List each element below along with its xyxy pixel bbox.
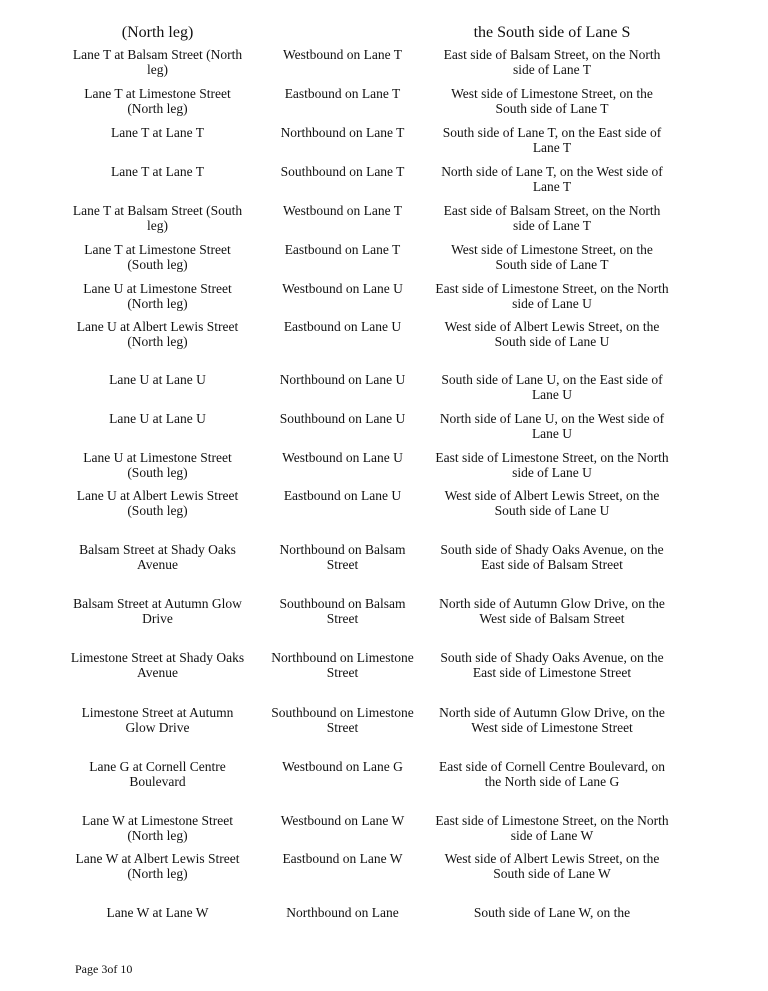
side-cell: North side of Autumn Glow Drive, on the West side of Limestone Street — [439, 705, 665, 735]
table-row — [70, 164, 670, 204]
side-cell: South side of Shady Oaks Avenue, on the East side of Balsam Street — [440, 542, 664, 572]
page-number: Page 3of 10 — [75, 962, 133, 976]
direction-cell: Northbound on Balsam Street — [279, 542, 406, 572]
direction-cell: Westbound on Lane G — [282, 759, 403, 774]
location-cell: Lane T at Balsam Street (North leg) — [72, 47, 243, 77]
direction-cell: Eastbound on Lane W — [282, 851, 403, 866]
location-cell: Lane U at Lane U — [109, 372, 206, 387]
table-row — [70, 125, 670, 165]
location-cell: Lane U at Limestone Street (South leg) — [83, 450, 232, 480]
side-cell: West side of Limestone Street, on the South side of Lane T — [451, 86, 653, 116]
direction-cell: Westbound on Lane U — [282, 450, 403, 465]
table-row — [70, 450, 670, 490]
table-row — [70, 705, 670, 745]
location-cell: Lane U at Limestone Street (North leg) — [83, 281, 232, 311]
direction-cell: Northbound on Lane — [286, 905, 399, 920]
location-cell: Lane T at Balsam Street (South leg) — [72, 203, 243, 233]
table-row — [70, 411, 670, 451]
table-row — [70, 319, 670, 359]
side-cell: North side of Autumn Glow Drive, on the West side of Balsam Street — [439, 596, 665, 626]
direction-cell: Southbound on Limestone Street — [271, 705, 414, 735]
direction-cell: Westbound on Lane T — [282, 203, 402, 218]
location-cell: Lane U at Lane U — [109, 411, 206, 426]
location-cell: Lane T at Limestone Street (North leg) — [84, 86, 231, 116]
side-cell: East side of Cornell Centre Boulevard, on the North side of Lane G — [438, 759, 666, 789]
direction-cell: Westbound on Lane W — [280, 813, 405, 828]
side-cell: North side of Lane U, on the West side of Lane U — [439, 411, 665, 441]
side-cell: West side of Albert Lewis Street, on the South side of Lane U — [444, 488, 660, 518]
table-row — [70, 281, 670, 321]
location-cell: Lane T at Lane T — [111, 125, 204, 140]
location-cell: Lane T at Limestone Street (South leg) — [84, 242, 231, 272]
side-cell: South side of Lane T, on the East side of Lane T — [442, 125, 662, 155]
side-cell: East side of Limestone Street, on the North side of Lane W — [435, 813, 669, 843]
location-cell: Lane W at Limestone Street (North leg) — [82, 813, 233, 843]
table-row — [70, 759, 670, 799]
side-cell: West side of Albert Lewis Street, on the South side of Lane W — [444, 851, 660, 881]
direction-cell: Westbound on Lane T — [282, 47, 402, 62]
location-cell: Limestone Street at Shady Oaks Avenue — [70, 650, 245, 680]
direction-cell: Northbound on Lane T — [280, 125, 405, 140]
location-cell: Lane W at Lane W — [106, 905, 209, 920]
table-row — [70, 203, 670, 243]
direction-cell: Southbound on Lane T — [280, 164, 405, 179]
side-cell: East side of Balsam Street, on the North side of Lane T — [443, 203, 661, 233]
location-cell: Lane U at Albert Lewis Street (North leg) — [76, 319, 239, 349]
direction-cell: Northbound on Lane U — [279, 372, 406, 387]
direction-cell: Southbound on Lane U — [279, 411, 406, 426]
header-location: (North leg) — [121, 24, 194, 41]
side-cell: South side of Shady Oaks Avenue, on the East side of Limestone Street — [440, 650, 664, 680]
table-row — [70, 596, 670, 636]
side-cell: East side of Limestone Street, on the North side of Lane U — [435, 450, 669, 480]
direction-cell: Westbound on Lane U — [282, 281, 403, 296]
location-cell: Lane G at Cornell Centre Boulevard — [89, 759, 226, 789]
location-cell: Limestone Street at Autumn Glow Drive — [81, 705, 234, 735]
side-cell: North side of Lane T, on the West side of Lane T — [441, 164, 663, 194]
table-row — [70, 905, 670, 945]
side-cell: West side of Limestone Street, on the South side of Lane T — [451, 242, 653, 272]
direction-cell: Eastbound on Lane T — [284, 86, 401, 101]
direction-cell: Eastbound on Lane U — [283, 488, 402, 503]
location-cell: Balsam Street at Shady Oaks Avenue — [79, 542, 236, 572]
header-side: the South side of Lane S — [473, 24, 631, 41]
table-row — [70, 650, 670, 690]
table-row — [70, 47, 670, 87]
direction-cell: Southbound on Balsam Street — [279, 596, 406, 626]
location-cell: Lane W at Albert Lewis Street (North leg) — [75, 851, 240, 881]
side-cell: South side of Lane W, on the — [473, 905, 631, 920]
table-row — [70, 813, 670, 853]
side-cell: East side of Balsam Street, on the North side of Lane T — [443, 47, 661, 77]
table-row — [70, 488, 670, 528]
table-row — [70, 372, 670, 412]
table-row — [70, 851, 670, 891]
direction-cell: Eastbound on Lane T — [284, 242, 401, 257]
location-cell: Lane U at Albert Lewis Street (South leg) — [76, 488, 239, 518]
location-cell: Lane T at Lane T — [111, 164, 204, 179]
direction-cell: Northbound on Limestone Street — [271, 650, 414, 680]
direction-cell: Eastbound on Lane U — [283, 319, 402, 334]
location-cell: Balsam Street at Autumn Glow Drive — [73, 596, 242, 626]
table-row — [70, 542, 670, 582]
table-row — [70, 242, 670, 282]
side-cell: West side of Albert Lewis Street, on the South side of Lane U — [444, 319, 660, 349]
side-cell: South side of Lane U, on the East side of Lane U — [441, 372, 663, 402]
side-cell: East side of Limestone Street, on the North side of Lane U — [435, 281, 669, 311]
table-row — [70, 86, 670, 126]
